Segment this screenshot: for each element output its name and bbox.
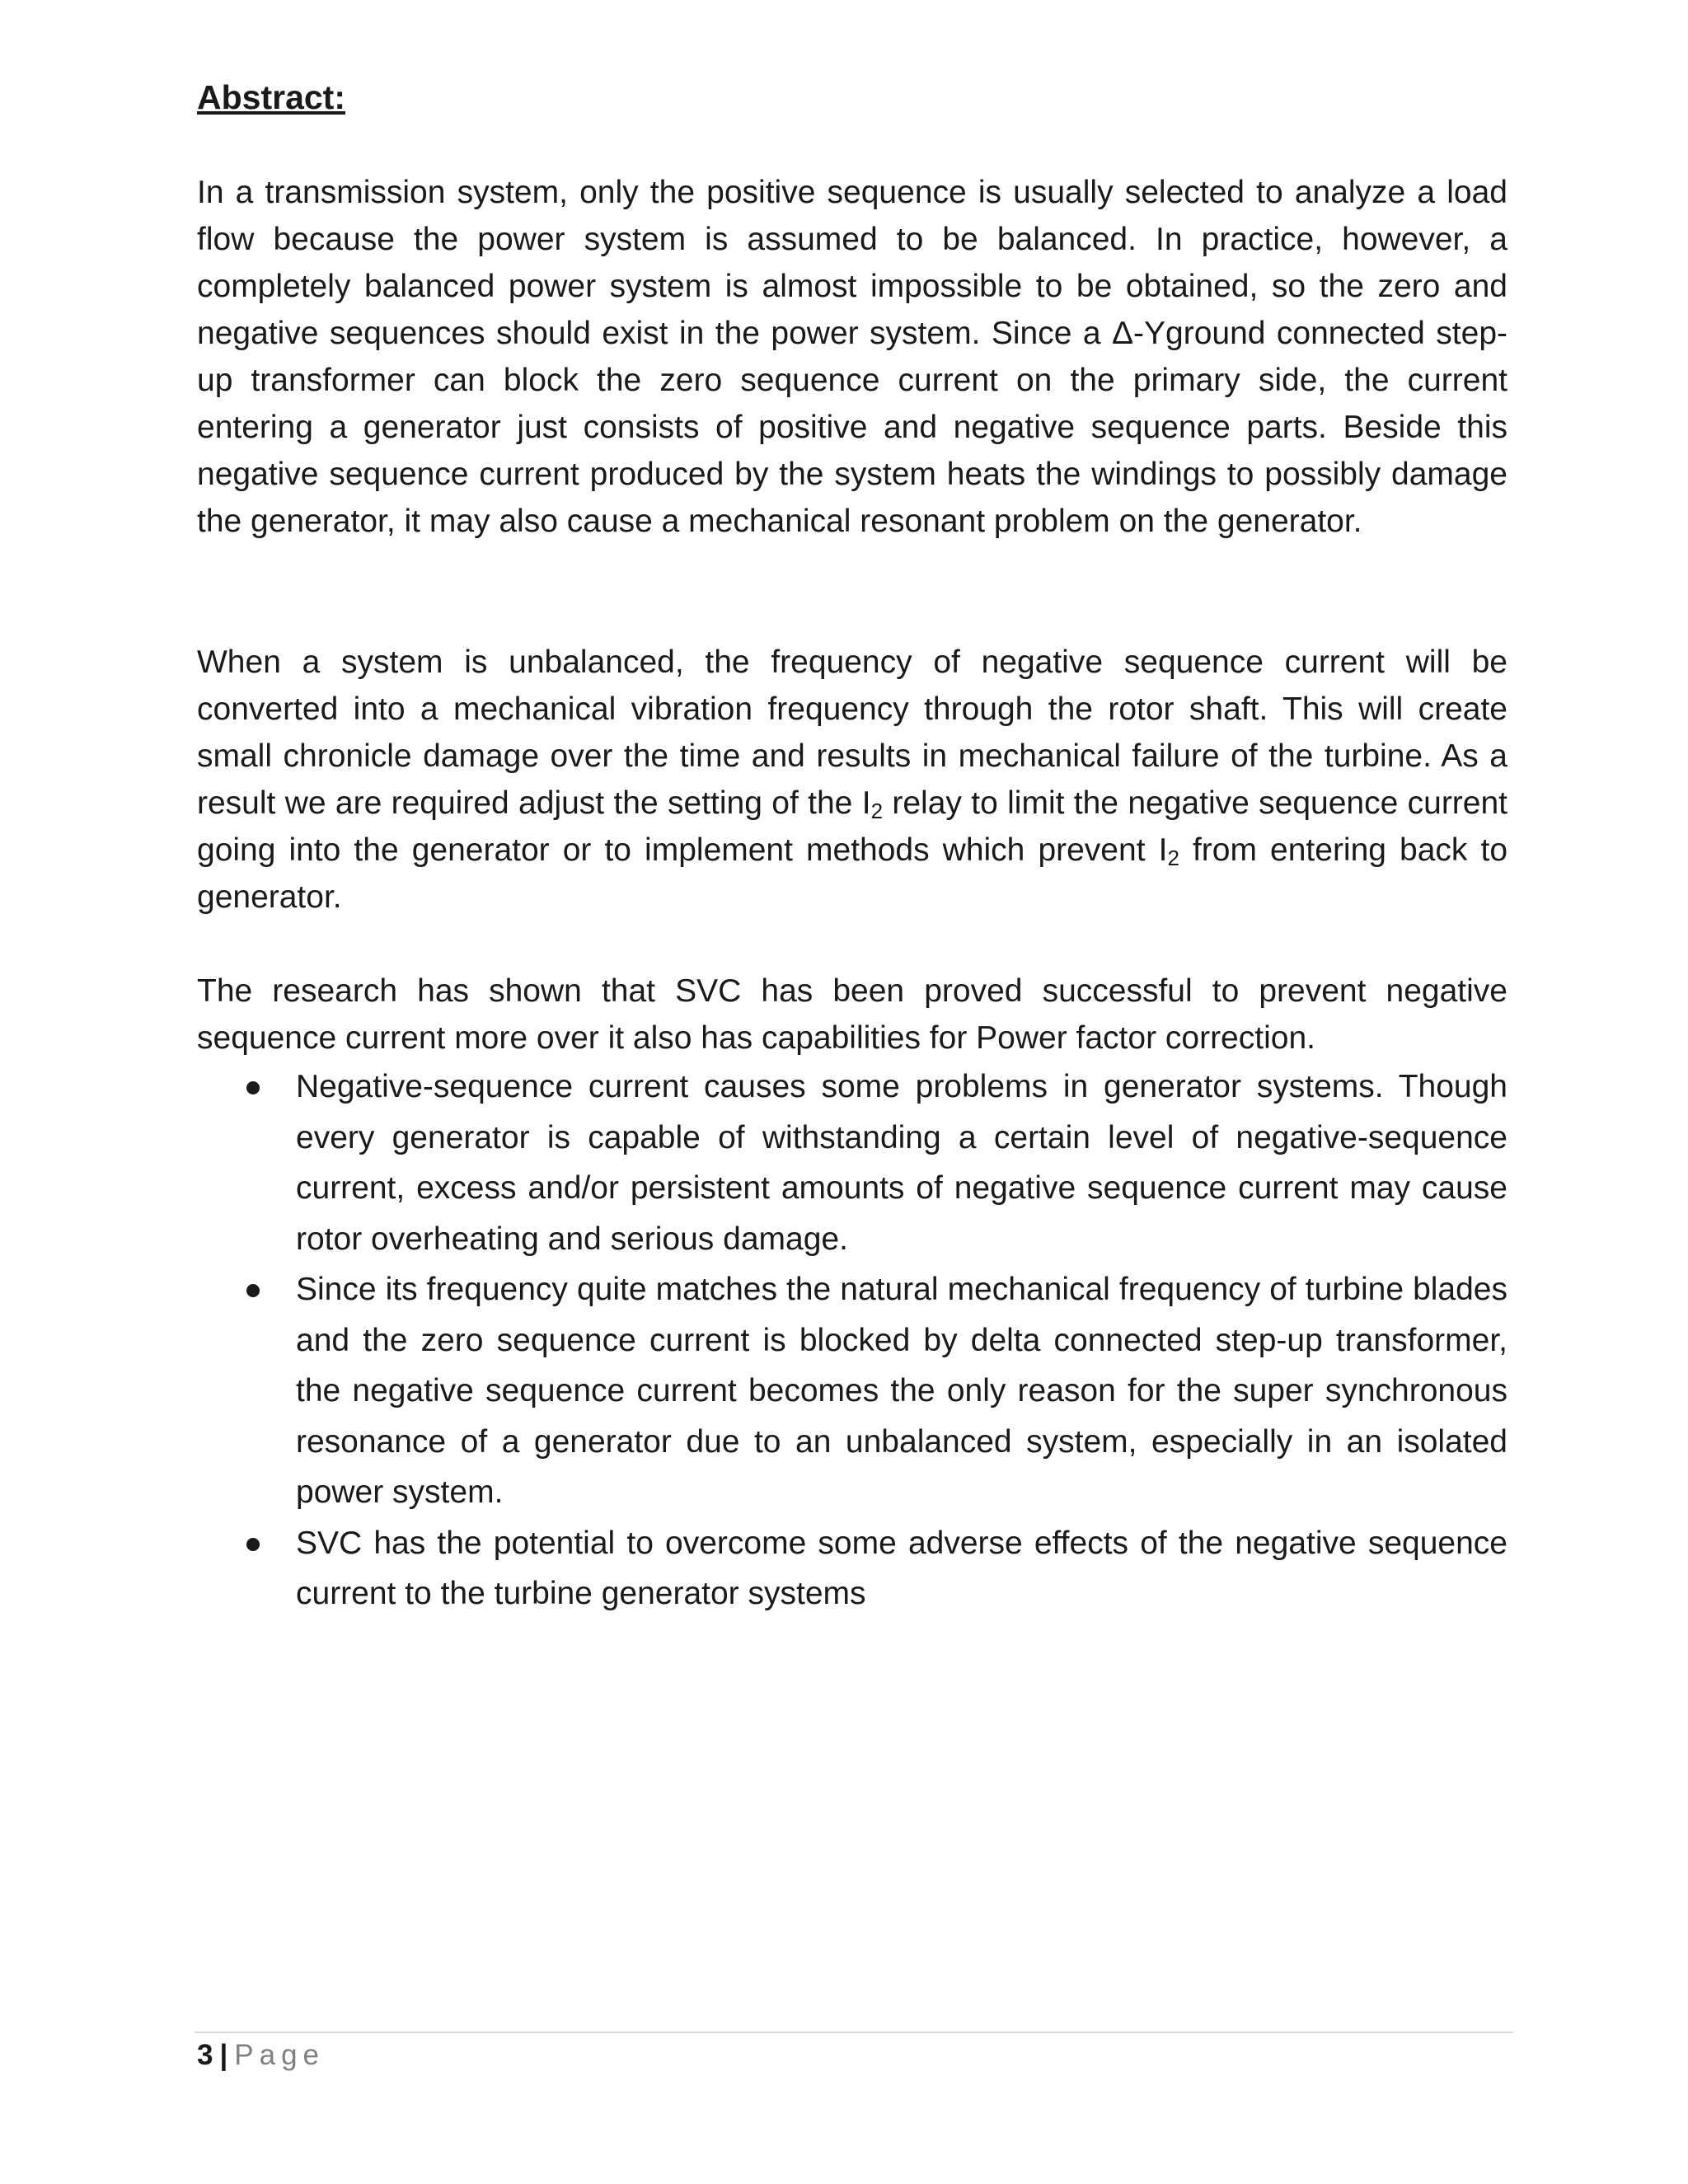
paragraph-research: The research has shown that SVC has been proved successful to prevent negative sequence current more over it also has capabilities for Power factor correction.: [197, 973, 1507, 1056]
bullet-item: [197, 1264, 1507, 1518]
bullet-text: Negative-sequence current causes some problems in generator systems. Though every generator is capable of withstanding a certain level of negative-sequence current, excess and/or persistent amounts of negative sequence current may cause rotor overheating and serious damage.: [296, 1069, 1507, 1257]
bullet-list: [197, 1062, 1507, 1619]
footer-separator: |: [219, 2039, 228, 2071]
bullet-icon: [246, 1081, 260, 1094]
subscript-2: 2: [1167, 846, 1179, 870]
document-page: [197, 74, 1507, 1619]
page-number: 3: [197, 2039, 213, 2071]
bullet-icon: [246, 1284, 260, 1297]
page-footer: [197, 2036, 325, 2074]
paragraph-unbalanced-part3: from entering back to generator.: [197, 832, 1508, 915]
subscript-2: 2: [870, 799, 884, 823]
paragraph-transmission: In a transmission system, only the positive sequence is usually selected to analyze a load flow because the power system is assumed to be balanced. In practice, however, a completely balanced power system is almost impossible to be obtained, so the zero and negative sequences should exist in the power system. Since a Δ-Yground connected step-up transformer can block the zero sequence current on the primary side, the current entering a generator just consists of positive and negative sequence parts. Beside this negative sequence current produced by the system heats the windings to possibly damage the generator, it may also cause a mechanical resonant problem on the generator.: [197, 175, 1507, 539]
footer-divider: [195, 2032, 1513, 2033]
bullet-text: SVC has the potential to overcome some adverse effects of the negative sequence current to the turbine generator systems: [296, 1525, 1507, 1611]
bullet-icon: [246, 1538, 260, 1551]
paragraph-unbalanced-part2: relay to limit the negative sequence current going into the generator or to implement methods which prevent I: [197, 785, 1508, 868]
paragraph-unbalanced-part1: When a system is unbalanced, the frequency of negative sequence current will be converted into a mechanical vibration frequency through the rotor shaft. This will create small chronicle damage over the time and results in mechanical failure of the turbine. As a result we are required adjust the setting of the I: [197, 644, 1507, 821]
page-label: Page: [234, 2039, 326, 2071]
bullet-item: [197, 1062, 1507, 1264]
bullet-text: Since its frequency quite matches the natural mechanical frequency of turbine blades and the zero sequence current is blocked by delta connected step-up transformer, the negative sequence current becomes the only reason for the super synchronous resonance of a generator due to an unbalanced system, especially in an isolated power system.: [296, 1272, 1507, 1510]
paragraph-unbalanced: [197, 639, 1507, 921]
bullet-item: [197, 1518, 1507, 1619]
abstract-heading: Abstract:: [197, 78, 345, 116]
